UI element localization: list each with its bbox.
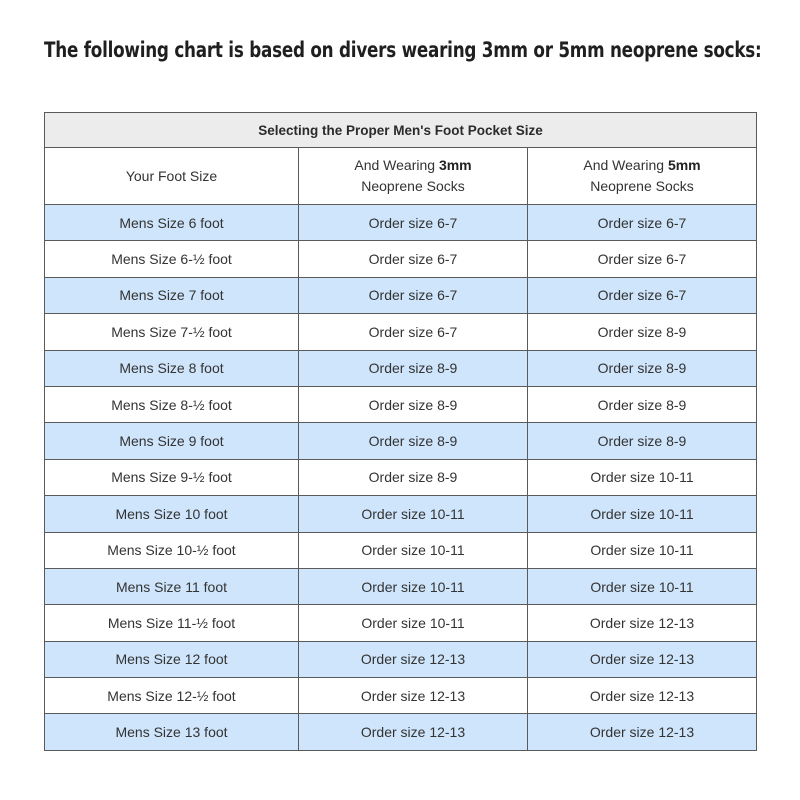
order-size-5mm-cell: Order size 10-11 (528, 459, 757, 495)
order-size-3mm-cell: Order size 8-9 (299, 423, 528, 459)
order-size-5mm-cell: Order size 10-11 (528, 532, 757, 568)
table-row (45, 205, 757, 241)
order-size-3mm-cell: Order size 10-11 (299, 568, 528, 604)
table-row (45, 496, 757, 532)
column-header-3mm-prefix: And Wearing (354, 157, 439, 173)
foot-size-cell: Mens Size 12 foot (45, 641, 299, 677)
order-size-3mm-cell: Order size 8-9 (299, 350, 528, 386)
table-row (45, 386, 757, 422)
order-size-5mm-cell: Order size 10-11 (528, 568, 757, 604)
foot-size-cell: Mens Size 7-½ foot (45, 314, 299, 350)
foot-size-cell: Mens Size 8 foot (45, 350, 299, 386)
foot-size-cell: Mens Size 10 foot (45, 496, 299, 532)
column-header-5mm-prefix: And Wearing (583, 157, 668, 173)
table-title-row (45, 113, 757, 148)
order-size-3mm-cell: Order size 6-7 (299, 314, 528, 350)
foot-size-cell: Mens Size 9-½ foot (45, 459, 299, 495)
foot-size-cell: Mens Size 11-½ foot (45, 605, 299, 641)
order-size-5mm-cell: Order size 8-9 (528, 386, 757, 422)
column-header-5mm (528, 148, 757, 205)
order-size-3mm-cell: Order size 12-13 (299, 641, 528, 677)
table-row (45, 532, 757, 568)
order-size-3mm-cell: Order size 6-7 (299, 277, 528, 313)
foot-size-cell: Mens Size 6 foot (45, 205, 299, 241)
table-title: Selecting the Proper Men's Foot Pocket Size (45, 113, 757, 148)
column-header-foot-size: Your Foot Size (45, 148, 299, 205)
order-size-3mm-cell: Order size 10-11 (299, 605, 528, 641)
foot-size-cell: Mens Size 9 foot (45, 423, 299, 459)
order-size-5mm-cell: Order size 12-13 (528, 714, 757, 750)
table-row (45, 605, 757, 641)
table-row (45, 314, 757, 350)
order-size-5mm-cell: Order size 6-7 (528, 277, 757, 313)
foot-size-cell: Mens Size 13 foot (45, 714, 299, 750)
order-size-3mm-cell: Order size 12-13 (299, 714, 528, 750)
column-header-3mm-thickness: 3mm (438, 157, 472, 173)
column-header-3mm-suffix: Neoprene Socks (361, 178, 465, 194)
foot-size-cell: Mens Size 6-½ foot (45, 241, 299, 277)
foot-size-cell: Mens Size 11 foot (45, 568, 299, 604)
order-size-5mm-cell: Order size 12-13 (528, 678, 757, 714)
order-size-5mm-cell: Order size 6-7 (528, 241, 757, 277)
order-size-5mm-cell: Order size 12-13 (528, 605, 757, 641)
foot-size-cell: Mens Size 12-½ foot (45, 678, 299, 714)
foot-size-cell: Mens Size 7 foot (45, 277, 299, 313)
table-row (45, 568, 757, 604)
order-size-5mm-cell: Order size 6-7 (528, 205, 757, 241)
order-size-5mm-cell: Order size 8-9 (528, 423, 757, 459)
table-row (45, 241, 757, 277)
table-row (45, 350, 757, 386)
table-row (45, 641, 757, 677)
table-row (45, 714, 757, 750)
page-heading: The following chart is based on divers wearing 3mm or 5mm neoprene socks: (44, 38, 762, 62)
order-size-5mm-cell: Order size 10-11 (528, 496, 757, 532)
foot-size-cell: Mens Size 8-½ foot (45, 386, 299, 422)
table-row (45, 423, 757, 459)
table-row (45, 277, 757, 313)
order-size-3mm-cell: Order size 10-11 (299, 532, 528, 568)
order-size-3mm-cell: Order size 8-9 (299, 459, 528, 495)
column-header-3mm (299, 148, 528, 205)
order-size-3mm-cell: Order size 10-11 (299, 496, 528, 532)
order-size-3mm-cell: Order size 8-9 (299, 386, 528, 422)
table-row (45, 459, 757, 495)
order-size-3mm-cell: Order size 12-13 (299, 678, 528, 714)
table-row (45, 678, 757, 714)
order-size-5mm-cell: Order size 12-13 (528, 641, 757, 677)
column-header-row (45, 148, 757, 205)
column-header-5mm-thickness: 5mm (667, 157, 701, 173)
order-size-3mm-cell: Order size 6-7 (299, 241, 528, 277)
order-size-3mm-cell: Order size 6-7 (299, 205, 528, 241)
column-header-5mm-suffix: Neoprene Socks (590, 178, 694, 194)
foot-size-cell: Mens Size 10-½ foot (45, 532, 299, 568)
foot-pocket-size-table (44, 112, 757, 751)
order-size-5mm-cell: Order size 8-9 (528, 350, 757, 386)
order-size-5mm-cell: Order size 8-9 (528, 314, 757, 350)
